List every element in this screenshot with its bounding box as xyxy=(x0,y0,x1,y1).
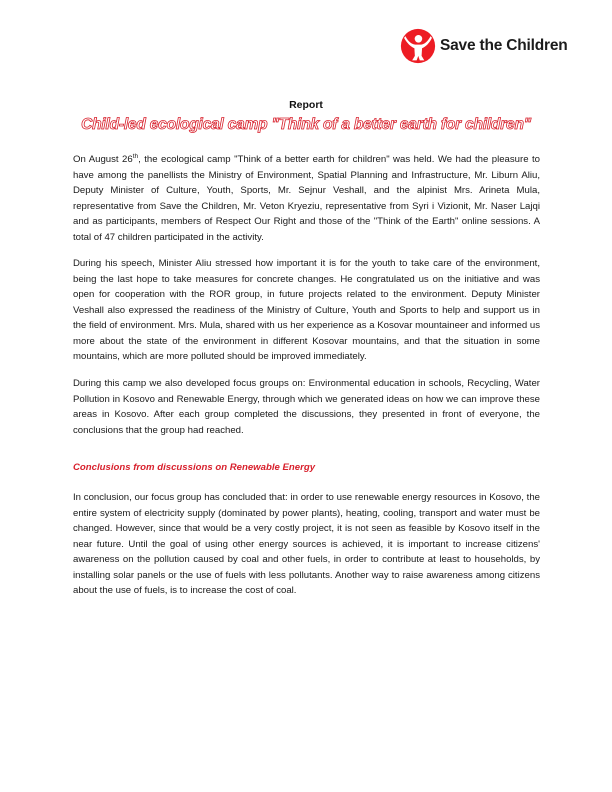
document-title: Child-led ecological camp "Think of a better earth for children" xyxy=(81,116,531,133)
child-emblem-icon xyxy=(400,28,436,64)
conclusion-paragraph: In conclusion, our focus group has concluded that: in order to use renewable energy resources in Kosovo, the entire system of electricity supply (dominated by power plants), heating, cooling, transport and water must be changed. However, since that would be a very costly project, it is not seen as feasible by Kosovo itself in the near future. Until the goal of using other energy sources is achieved, it is important to increase citizens' awareness on the pollution caused by coal and other fuels, in order to contribute at least to households, by installing solar panels or the use of fuels with less pollutants. Another way to raise awareness among citizens about the use of fuels, is to increase the cost of coal. xyxy=(73,492,540,596)
speech-paragraph: During his speech, Minister Aliu stressed how important it is for the youth to take care of the environment, being the last hope to take measures for concrete changes. He congratulated us on the initiative and was open for cooperation with the ROR group, in future projects related to the environment. Deputy Minister Veshall also expressed the readiness of the Ministry of Culture, Youth and Sports to help and support us in the field of environment. Mrs. Mula, shared with us her experience as a Kosovar mountaineer and informed us more about the state of the environment in different Kosovar mountains, and that the situation in some mountains, which are more polluted should be improved immediately. xyxy=(73,258,540,362)
report-label: Report xyxy=(289,99,323,111)
intro-date: On August 26 xyxy=(73,154,133,165)
intro-date-suffix: th xyxy=(132,152,139,160)
brand-name: Save the Children xyxy=(440,37,568,54)
save-the-children-logo xyxy=(400,27,568,65)
focus-groups-paragraph: During this camp we also developed focus groups on: Environmental education in schools, Recycling, Water Pollution in Kosovo and Renewable Energy, through which we generated ideas on how we can improve these areas in Kosovo. After each group completed the discussions, they presented in front of everyone, the conclusions that the group had reached. xyxy=(73,378,540,436)
intro-paragraph xyxy=(73,152,540,245)
section-heading: Conclusions from discussions on Renewable Energy xyxy=(73,462,316,473)
intro-text: , the ecological camp "Think of a better earth for children" was held. We had the pleasure to have among the panellists the Ministry of Environment, Spatial Planning and Infrastructure, Mr. Liburn Aliu, Deputy Minister of Culture, Youth, Sports, Mr. Sejnur Veshall, and the alpinist Mrs. Arineta Mula, representative from Save the Children, Mr. Veton Kryeziu, representative from Syri i Vizionit, Mr. Naser Lajqi and as participants, members of Respect Our Right and those of the "Think of the Earth" online sessions. A total of 47 children participated in the activity. xyxy=(73,154,541,243)
